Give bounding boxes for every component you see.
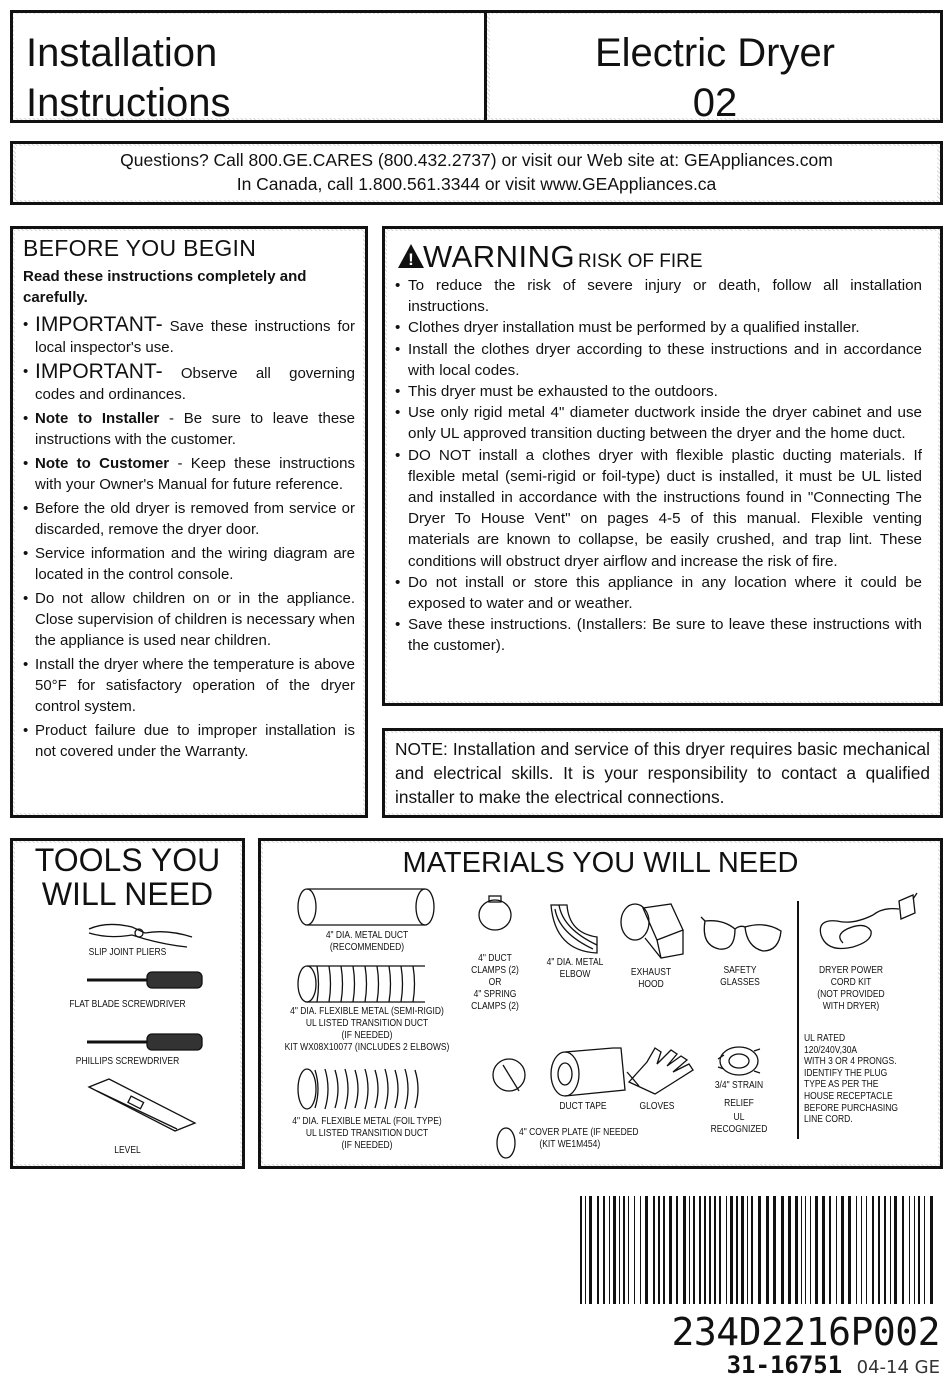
- barcode-bar: [683, 1196, 686, 1304]
- list-item: • Save these instructions. (Installers: Be sure to leave these instructions with the customer).: [395, 614, 922, 656]
- barcode-bar: [848, 1196, 851, 1304]
- barcode-bar: [841, 1196, 844, 1304]
- warning-title: WARNING: [423, 239, 576, 274]
- label-line: (IF NEEDED): [341, 1140, 393, 1151]
- spring-clamp-icon: [489, 1055, 529, 1095]
- label-line: HOUSE RECEPTACLE: [804, 1090, 893, 1102]
- barcode-bar: [689, 1196, 690, 1304]
- list-item: [23, 498, 355, 540]
- product-block: [490, 14, 940, 125]
- phillips-screwdriver-icon: [85, 1030, 205, 1054]
- duct-clamp-icon: [475, 895, 515, 935]
- item-text: Service information and the wiring diagram are located in the control console.: [35, 545, 355, 583]
- metal-duct-label: [308, 930, 427, 954]
- label-line: CLAMPS (2): [471, 1001, 519, 1012]
- barcode-bar: [751, 1196, 753, 1304]
- label-line: WITH DRYER): [822, 1001, 880, 1012]
- label-line: 4" SPRING: [473, 989, 517, 1000]
- list-item: • To reduce the risk of severe injury or death, follow all installation instructions.: [395, 275, 922, 317]
- barcode-bar: [669, 1196, 672, 1304]
- flat-screwdriver-icon: [85, 968, 205, 992]
- barcode-bar: [658, 1196, 660, 1304]
- barcode-bar: [801, 1196, 802, 1304]
- label-line: TYPE AS PER THE: [804, 1079, 879, 1091]
- label-line: EXHAUST: [630, 967, 672, 978]
- before-intro: Read these instructions completely and carefully.: [23, 268, 307, 306]
- barcode-bar: [663, 1196, 665, 1304]
- doc-number: 31-16751: [726, 1351, 843, 1379]
- barcode-bar: [795, 1196, 798, 1304]
- list-item: [23, 408, 355, 450]
- part-number: 234D2216P002: [671, 1310, 940, 1354]
- label-line: IDENTIFY THE PLUG: [804, 1067, 888, 1079]
- label-line: ELBOW: [559, 969, 591, 980]
- elbow-label: [543, 957, 608, 981]
- barcode-bar: [613, 1196, 616, 1304]
- label-line: 4" DIA. FLEXIBLE METAL (FOIL TYPE): [292, 1116, 442, 1127]
- barcode-bar: [766, 1196, 769, 1304]
- doc-date: 04-14 GE: [856, 1357, 940, 1378]
- item-text: Observe all governing codes and ordinances.: [35, 365, 355, 403]
- barcode-bar: [580, 1196, 582, 1304]
- label-line: 4" DIA. METAL DUCT: [325, 930, 409, 941]
- barcode-bar: [699, 1196, 701, 1304]
- list-item: [23, 654, 355, 717]
- barcode: [578, 1196, 938, 1304]
- item-key: Note to Installer: [35, 410, 160, 427]
- label-line: LINE CORD.: [804, 1114, 853, 1126]
- item-text: Save these instructions for local inspector's use.: [35, 318, 355, 356]
- barcode-bar: [894, 1196, 897, 1304]
- contact-info: [16, 146, 937, 200]
- label-line: HOOD: [638, 979, 664, 990]
- barcode-bar: [653, 1196, 655, 1304]
- barcode-bar: [781, 1196, 784, 1304]
- doc-number-row: [727, 1351, 940, 1379]
- slip-joint-pliers-icon: [87, 919, 197, 949]
- label-line: SAFETY: [723, 965, 757, 976]
- label-line: KIT WX08X10077 (INCLUDES 2 ELBOWS): [284, 1042, 450, 1053]
- before-list: [23, 314, 355, 762]
- barcode-bar: [872, 1196, 874, 1304]
- barcode-bar: [628, 1196, 629, 1304]
- label-line: (RECOMMENDED): [329, 942, 405, 953]
- duct-tape-icon: [547, 1046, 627, 1098]
- metal-elbow-icon: [549, 903, 599, 955]
- barcode-bar: [676, 1196, 678, 1304]
- barcode-bar: [890, 1196, 891, 1304]
- list-item: • Use only rigid metal 4" diameter ductwork inside the dryer cabinet and use only UL approved transition ducting between the dryer and the home duct.: [395, 402, 922, 444]
- document-title: [26, 28, 231, 128]
- power-cord-note: [804, 1033, 898, 1126]
- label-line: UL LISTED TRANSITION DUCT: [305, 1018, 429, 1029]
- label-line: RELIEF: [724, 1098, 754, 1109]
- label-line: 3/4" STRAIN: [714, 1080, 764, 1091]
- label-line: 4" DIA. FLEXIBLE METAL (SEMI-RIGID): [290, 1006, 444, 1017]
- label-line: GLASSES: [720, 977, 760, 988]
- list-item: • DO NOT install a clothes dryer with flexible plastic ducting materials. If flexible metal (semi-rigid or foil-type) duct is installed, it must be UL listed and installed in accordance with the instructions found in "Connecting The Dryer To House Vent" on pages 4-5 of this manual. Flexible venting materials are known to collapse, be easily crushed, and trap lint. These conditions will obstruct dryer airflow and increase the risk of fire.: [395, 445, 922, 572]
- barcode-bar: [741, 1196, 744, 1304]
- barcode-bar: [861, 1196, 862, 1304]
- label-line: CLAMPS (2): [471, 965, 519, 976]
- product-code: 02: [692, 81, 738, 125]
- barcode-bar: [918, 1196, 920, 1304]
- item-text: Product failure due to improper installation is not covered under the Warranty.: [35, 722, 355, 760]
- label-line: UL RECOGNIZED: [710, 1112, 768, 1135]
- note-text: NOTE: Installation and service of this dryer requires basic mechanical and electrical skills. It is your responsibility to contact a qualified installer to make the electrical connections.: [395, 739, 930, 807]
- list-item: [23, 588, 355, 651]
- cover-plate-icon: [495, 1126, 517, 1160]
- label-line: (KIT WE1M454): [539, 1139, 601, 1150]
- barcode-bar: [815, 1196, 818, 1304]
- item-text: Install the dryer where the temperature is above 50°F for satisfactory operation of the dryer control system.: [35, 656, 355, 715]
- barcode-bar: [640, 1196, 641, 1304]
- label-line: OR: [488, 977, 502, 988]
- power-cord-icon: [813, 891, 917, 963]
- power-cord-label: [815, 965, 886, 1013]
- product-name: Electric Dryer: [594, 31, 836, 75]
- semi-rigid-duct-icon: [297, 964, 437, 1004]
- item-text: - Be sure to leave these instructions with the customer.: [35, 410, 356, 448]
- barcode-bar: [829, 1196, 831, 1304]
- label-line: (NOT PROVIDED: [817, 989, 885, 1000]
- barcode-bar: [747, 1196, 748, 1304]
- list-item: • Do not install or store this appliance in any location where it could be exposed to water and or weather.: [395, 572, 922, 614]
- label-line: BEFORE PURCHASING: [804, 1102, 898, 1114]
- safety-glasses-icon: [701, 915, 785, 955]
- barcode-bar: [810, 1196, 811, 1304]
- foil-duct-label: [282, 1116, 452, 1152]
- barcode-bar: [597, 1196, 599, 1304]
- barcode-bar: [714, 1196, 716, 1304]
- gloves-label: GLOVES: [639, 1101, 675, 1112]
- barcode-bar: [788, 1196, 791, 1304]
- metal-duct-icon: [297, 887, 437, 927]
- level-label: LEVEL: [114, 1145, 141, 1156]
- item-text: Do not allow children on or in the appliance. Close supervision of children is necessary when the appliance is used near children.: [35, 590, 355, 649]
- barcode-bar: [909, 1196, 910, 1304]
- barcode-bar: [924, 1196, 925, 1304]
- list-item: [23, 720, 355, 762]
- item-text: Before the old dryer is removed from service or discarded, remove the dryer door.: [35, 500, 355, 538]
- tape-label: DUCT TAPE: [559, 1101, 607, 1112]
- label-line: UL LISTED TRANSITION DUCT: [305, 1128, 429, 1139]
- barcode-bar: [773, 1196, 776, 1304]
- list-item: [23, 314, 355, 358]
- barcode-bar: [902, 1196, 904, 1304]
- exhaust-hood-icon: [617, 900, 685, 962]
- barcode-bar: [736, 1196, 738, 1304]
- title-block: [14, 14, 484, 125]
- warning-subtitle: RISK OF FIRE: [578, 251, 703, 272]
- label-line: (IF NEEDED): [341, 1030, 393, 1041]
- list-item: [23, 543, 355, 585]
- barcode-bar: [930, 1196, 933, 1304]
- barcode-bar: [709, 1196, 711, 1304]
- barcode-bar: [645, 1196, 648, 1304]
- materials-title: MATERIALS YOU WILL NEED: [402, 847, 799, 879]
- materials-content: [263, 843, 938, 1164]
- before-you-begin-title: BEFORE YOU BEGIN: [23, 235, 257, 261]
- contact-us: Questions? Call 800.GE.CARES (800.432.2737) or visit our Web site at: GEAppliances.com: [120, 150, 833, 170]
- contact-canada: In Canada, call 1.800.561.3344 or visit www.GEAppliances.ca: [236, 174, 717, 194]
- barcode-bar: [634, 1196, 635, 1304]
- barcode-bar: [619, 1196, 620, 1304]
- list-item: • This dryer must be exhausted to the outdoors.: [395, 381, 922, 402]
- cover-plate-label: [519, 1127, 639, 1151]
- flat-screwdriver-label: FLAT BLADE SCREWDRIVER: [69, 999, 186, 1010]
- list-item: • Clothes dryer installation must be performed by a qualified installer.: [395, 317, 922, 338]
- foil-duct-icon: [297, 1066, 437, 1112]
- strain-relief-label: [705, 1080, 773, 1136]
- label-line: UL RATED: [804, 1033, 846, 1044]
- barcode-bar: [623, 1196, 625, 1304]
- item-key: IMPORTANT-: [35, 360, 163, 383]
- barcode-bar: [856, 1196, 857, 1304]
- barcode-bar: [704, 1196, 706, 1304]
- barcode-bar: [719, 1196, 721, 1304]
- materials-divider: [797, 901, 799, 1139]
- note-content: [387, 733, 938, 813]
- item-key: Note to Customer: [35, 455, 170, 472]
- barcode-bar: [836, 1196, 837, 1304]
- barcode-bar: [878, 1196, 880, 1304]
- barcode-bar: [585, 1196, 586, 1304]
- hood-label: [626, 967, 677, 991]
- title-line-1: Installation: [26, 31, 218, 75]
- strain-relief-icon: [714, 1041, 764, 1081]
- barcode-bar: [693, 1196, 695, 1304]
- label-line: 120/240V,30A: [804, 1044, 858, 1056]
- warning-content: [387, 231, 938, 701]
- list-item: • Install the clothes dryer according to these instructions and in accordance with local codes.: [395, 339, 922, 381]
- tools-title-line-1: TOOLS YOU: [34, 842, 221, 878]
- label-line: WITH 3 OR 4 PRONGS.: [804, 1056, 897, 1068]
- item-key: IMPORTANT-: [35, 313, 163, 336]
- list-item: [23, 453, 355, 495]
- semi-rigid-duct-label: [282, 1006, 452, 1054]
- barcode-bar: [884, 1196, 886, 1304]
- clamps-label: [470, 953, 521, 1013]
- product-title: [490, 28, 940, 128]
- title-line-2: Instructions: [26, 81, 231, 125]
- glasses-label: [712, 965, 768, 989]
- barcode-bar: [609, 1196, 610, 1304]
- item-text: - Keep these instructions with your Owner's Manual for future reference.: [35, 455, 355, 493]
- label-line: DRYER POWER: [818, 965, 884, 976]
- barcode-bar: [822, 1196, 825, 1304]
- label-line: 4" DUCT: [478, 953, 512, 964]
- barcode-bar: [805, 1196, 806, 1304]
- list-item: [23, 361, 355, 405]
- phillips-screwdriver-label: PHILLIPS SCREWDRIVER: [75, 1056, 180, 1067]
- svg-text:!: !: [408, 250, 414, 269]
- barcode-bar: [726, 1196, 727, 1304]
- barcode-bar: [758, 1196, 761, 1304]
- barcode-bar: [914, 1196, 915, 1304]
- barcode-bar: [603, 1196, 605, 1304]
- warning-list: [395, 275, 922, 657]
- label-line: 4" COVER PLATE (IF NEEDED: [519, 1127, 639, 1138]
- barcode-bar: [866, 1196, 867, 1304]
- barcode-bar: [589, 1196, 592, 1304]
- pliers-label: SLIP JOINT PLIERS: [88, 947, 167, 958]
- tools-content: [15, 843, 240, 1164]
- label-line: 4" DIA. METAL: [546, 957, 604, 968]
- gloves-icon: [625, 1042, 699, 1096]
- tools-title-line-2: WILL NEED: [41, 876, 214, 912]
- header-divider: [484, 10, 487, 123]
- label-line: CORD KIT: [830, 977, 872, 988]
- tools-title: [15, 843, 240, 911]
- barcode-bar: [730, 1196, 733, 1304]
- level-icon: [85, 1079, 205, 1139]
- warning-heading: [395, 237, 922, 275]
- warning-triangle-icon: [397, 243, 425, 269]
- before-you-begin-content: [15, 231, 363, 813]
